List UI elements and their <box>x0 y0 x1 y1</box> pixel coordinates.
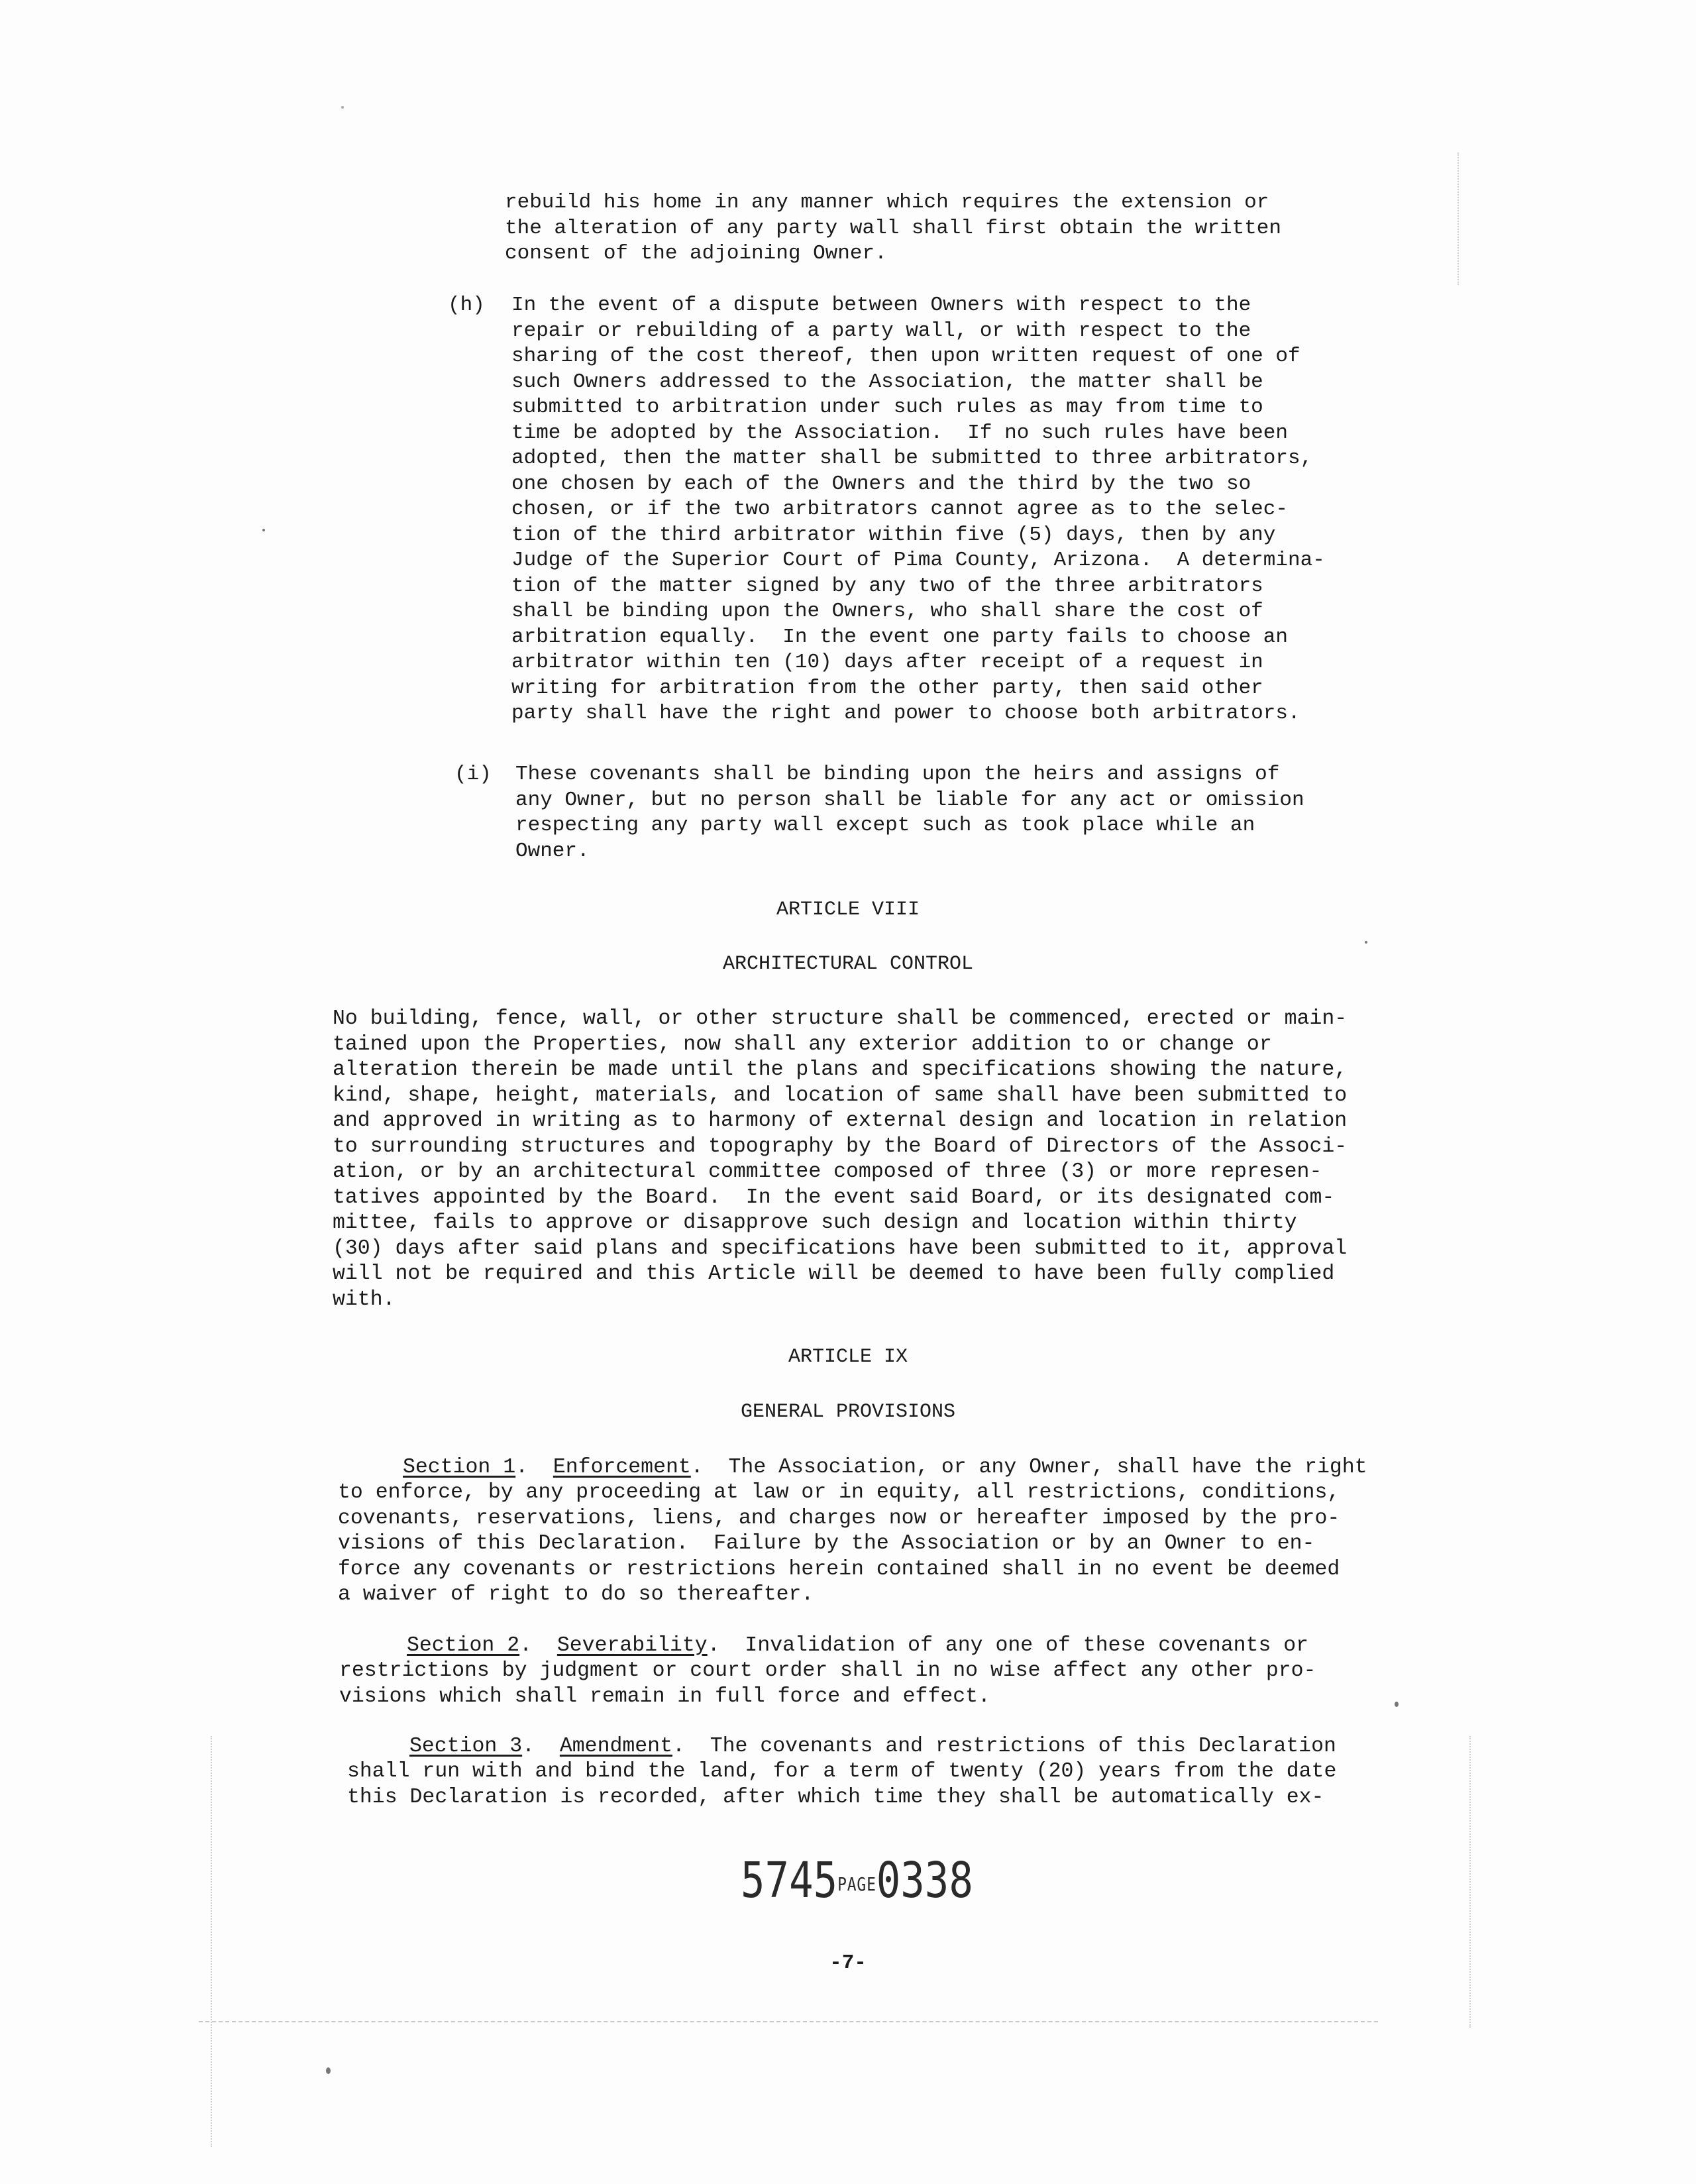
item-label-h: (h) <box>448 294 485 317</box>
section-3-first-text: The covenants and restrictions of this Declaration <box>710 1735 1336 1758</box>
article-viii-title: ARCHITECTURAL CONTROL <box>722 953 974 975</box>
article-viii-body: No building, fence, wall, or other structure shall be commenced, erected or main- tained upon the Properties, now shall any exterior addition to or change or alteration therein be made until the plans and specifications showing the nature, kind, shape, height, materials, and location of same shall have been submitted to and approved in writing as to harmony of external design and location in relation to surrounding structures and topography by the Board of Directors of the Associ- ation, or by an architectural committee composed of three (3) or more represen- tatives appointed by the Board. In the event said Board, or its designated com- mittee, fails to approve or disapprove such design and location within thirty (30) days after said plans and specifications have been submitted to it, approval will not be required and this Article will be deemed to have been fully complied with. <box>333 1007 1348 1311</box>
scan-artifact-edge-right-lower <box>1469 1736 1471 2028</box>
item-h-text: In the event of a dispute between Owners with respect to the repair or rebuilding of a party wall, or with respect to the sharing of the cost thereof, then upon written request of one of such Owners addressed to the Association, the matter shall be submitted to arbitration under such rules as may from time to time be adopted by the Association. If no such rules have been adopted, then the matter shall be submitted to three arbitrators, one chosen by each of the Owners and the third by the two so chosen, or if the two arbitrators cannot agree as to the selec- tion of the third arbitrator within five (5) days, then by any Judge of the Superior Court of Pima County, Arizona. A determina- tion of the matter signed by any two of the three arbitrators shall be binding upon the Owners, who shall share the cost of arbitration equally. In the event one party fails to choose an arbitrator within ten (10) days after receipt of a request in writing for arbitration from the other party, then said other party shall have the right and power to choose both arbitrators. <box>511 294 1325 725</box>
continuation-paragraph: rebuild his home in any manner which requires the extension or the alteration of any party wall shall first obtain the written consent of the adjoining Owner. <box>505 191 1281 265</box>
scan-speck <box>341 106 344 109</box>
section-1-first-text: The Association, or any Owner, shall have the right <box>728 1456 1367 1479</box>
scan-artifact-edge-right <box>1458 152 1459 285</box>
item-i-text: These covenants shall be binding upon the heirs and assigns of any Owner, but no person shall be liable for any act or omission respecting any party wall except such as took place while an Owner. <box>515 763 1304 863</box>
article-viii-number: ARTICLE VIII <box>776 899 920 921</box>
stamp-book-number: 5745 <box>741 1852 838 1909</box>
section-1-first-line: Section 1. Enforcement. The Association, or any Owner, shall have the right <box>403 1456 1367 1479</box>
stamp-page-number: 0338 <box>876 1852 973 1909</box>
section-1-label: Section 1 <box>403 1456 516 1479</box>
section-3-body: shall run with and bind the land, for a term of twenty (20) years from the date this Declaration is recorded, after which time they shall be automatically ex- <box>347 1760 1337 1809</box>
scan-speck <box>262 529 265 531</box>
page-number: -7- <box>829 1951 867 1975</box>
section-2-label: Section 2 <box>407 1634 520 1657</box>
section-1-heading: Enforcement <box>553 1456 691 1479</box>
scan-speck <box>1395 1702 1399 1707</box>
section-2-body: restrictions by judgment or court order shall in no wise affect any other pro- visions which shall remain in full force and effect. <box>339 1659 1316 1708</box>
section-3-heading: Amendment <box>559 1735 672 1758</box>
section-2-first-text: Invalidation of any one of these covenants or <box>745 1634 1309 1657</box>
section-2-first-line: Section 2. Severability. Invalidation of any one of these covenants or <box>407 1634 1309 1657</box>
section-3-first-line: Section 3. Amendment. The covenants and restrictions of this Declaration <box>409 1735 1336 1758</box>
article-ix-number: ARTICLE IX <box>788 1346 908 1368</box>
stamp-page-word: PAGE <box>837 1873 876 1895</box>
article-ix-title: GENERAL PROVISIONS <box>740 1401 956 1423</box>
item-label-i: (i) <box>454 763 492 786</box>
scan-artifact-edge-left <box>211 1736 212 2147</box>
section-2-heading: Severability <box>556 1634 708 1657</box>
recording-stamp <box>741 1854 973 1911</box>
section-1-body: to enforce, by any proceeding at law or in equity, all restrictions, conditions, covenants, reservations, liens, and charges now or hereafter imposed by the pro- visions of this Declaration. Failure by the Association or by an Owner to en- force any covenants or restrictions herein contained shall in no event be deemed a waiver of right to do so thereafter. <box>338 1481 1340 1606</box>
scan-artifact-line <box>199 2021 1378 2022</box>
section-3-label: Section 3 <box>409 1735 523 1758</box>
scan-speck <box>1365 941 1367 944</box>
scan-speck <box>326 2067 331 2074</box>
